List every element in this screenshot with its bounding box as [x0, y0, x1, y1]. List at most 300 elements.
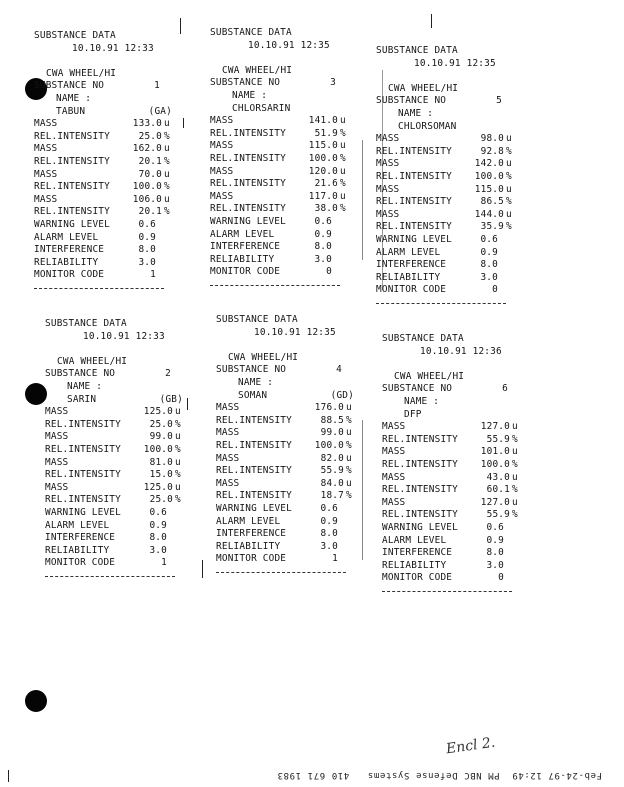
entry-label: MASS	[382, 421, 406, 433]
entry-unit: %	[506, 221, 512, 233]
parameter-row	[382, 535, 506, 548]
parameter-label: RELIABILITY	[382, 559, 447, 571]
fax-header-footer: Feb-24-97 12:49 PM NBC Defense Systems 410 671 1983	[277, 770, 602, 780]
entry-label: REL.INTENSITY	[45, 494, 121, 506]
parameter-value: 8.0	[480, 259, 498, 271]
entry-label: MASS	[210, 190, 234, 202]
rel-intensity-row	[210, 128, 350, 141]
rel-intensity-row	[216, 415, 356, 428]
entry-label: REL.INTENSITY	[216, 439, 292, 451]
parameter-row	[376, 272, 500, 285]
entry-value: 51.9	[314, 127, 338, 139]
parameter-row	[34, 244, 158, 257]
entry-label: REL.INTENSITY	[34, 130, 110, 142]
parameter-label: WARNING LEVEL	[382, 521, 458, 533]
entry-value: 55.9	[320, 465, 344, 477]
substance-number-value: 6	[502, 383, 508, 395]
parameter-row	[382, 522, 506, 535]
parameter-label: MONITOR CODE	[382, 572, 453, 584]
mass-row	[210, 191, 350, 204]
entry-label: MASS	[45, 406, 69, 418]
parameter-row	[216, 553, 340, 566]
substance-number-row	[216, 364, 344, 377]
parameter-label: RELIABILITY	[376, 271, 441, 283]
parameter-value: 0.6	[480, 233, 498, 245]
parameter-row	[34, 269, 158, 282]
substance-number-label: SUBSTANCE NO	[376, 95, 447, 107]
printout-title: SUBSTANCE DATA	[382, 333, 464, 344]
entry-unit: %	[506, 196, 512, 208]
parameter-row	[45, 507, 169, 520]
substance-class	[290, 103, 350, 116]
rel-intensity-row	[34, 206, 174, 219]
parameter-label: INTERFERENCE	[376, 259, 447, 271]
parameter-row	[34, 257, 158, 270]
substance-number-value: 4	[336, 364, 342, 376]
entry-unit: %	[512, 458, 518, 470]
tape-end-rule	[216, 572, 346, 573]
entry-value: 125.0	[143, 406, 173, 418]
entry-unit: u	[164, 118, 170, 130]
entry-unit: u	[506, 183, 512, 195]
parameter-row	[210, 266, 334, 279]
parameter-label: RELIABILITY	[210, 253, 275, 265]
parameter-row	[210, 229, 334, 242]
entry-value: 43.0	[486, 471, 510, 483]
substance-number-row	[45, 368, 173, 381]
entry-value: 120.0	[308, 165, 338, 177]
entry-value: 125.0	[143, 481, 173, 493]
entry-label: REL.INTENSITY	[210, 127, 286, 139]
entry-unit: u	[164, 143, 170, 155]
entry-value: 35.9	[480, 221, 504, 233]
entry-value: 92.8	[480, 145, 504, 157]
parameter-value: 0	[498, 572, 504, 584]
printout-timestamp: 10.10.91 12:35	[414, 57, 496, 69]
parameter-value: 0.6	[138, 218, 156, 230]
entry-label: MASS	[216, 477, 240, 489]
entry-value: 100.0	[480, 458, 510, 470]
entry-unit: u	[506, 158, 512, 170]
entry-value: 25.0	[149, 494, 173, 506]
parameter-value: 3.0	[320, 540, 338, 552]
entry-unit: %	[340, 178, 346, 190]
rel-intensity-row	[376, 171, 516, 184]
entry-value: 98.0	[480, 133, 504, 145]
substance-printout-sarin	[45, 318, 185, 577]
spacer	[45, 343, 185, 356]
entry-label: MASS	[34, 118, 58, 130]
parameter-label: MONITOR CODE	[45, 557, 116, 569]
entry-unit: %	[340, 127, 346, 139]
entry-unit: u	[346, 427, 352, 439]
substance-number-label: SUBSTANCE NO	[216, 364, 287, 376]
substance-class: (GB)	[159, 393, 183, 405]
parameter-value: 0.6	[314, 215, 332, 227]
substance-number-label: SUBSTANCE NO	[34, 80, 105, 92]
entry-unit: u	[506, 133, 512, 145]
entry-value: 86.5	[480, 196, 504, 208]
mode-label: CWA WHEEL/HI	[394, 370, 465, 382]
entry-label: REL.INTENSITY	[376, 170, 452, 182]
parameter-label: MONITOR CODE	[376, 284, 447, 296]
parameter-label: ALARM LEVEL	[216, 515, 281, 527]
tape-end-rule	[45, 576, 175, 577]
rel-intensity-row	[45, 469, 185, 482]
entry-label: MASS	[216, 402, 240, 414]
tape-edge-mark	[187, 398, 188, 410]
entry-unit: %	[175, 418, 181, 430]
parameter-row	[210, 216, 334, 229]
mode-label: CWA WHEEL/HI	[46, 67, 117, 79]
parameter-row	[376, 284, 500, 297]
rel-intensity-row	[45, 494, 185, 507]
entry-value: 115.0	[308, 140, 338, 152]
entry-value: 141.0	[308, 115, 338, 127]
parameter-row	[34, 232, 158, 245]
entry-unit: u	[346, 452, 352, 464]
entry-label: MASS	[376, 208, 400, 220]
printout-title: SUBSTANCE DATA	[45, 318, 127, 329]
substance-number-value: 1	[154, 80, 160, 92]
rel-intensity-row	[216, 465, 356, 478]
entry-label: MASS	[34, 143, 58, 155]
entry-label: REL.INTENSITY	[376, 145, 452, 157]
parameter-label: WARNING LEVEL	[45, 506, 121, 518]
entry-label: MASS	[45, 431, 69, 443]
parameter-row	[210, 241, 334, 254]
parameter-value: 0.6	[149, 506, 167, 518]
mass-row	[382, 446, 522, 459]
rel-intensity-row	[382, 509, 522, 522]
mass-row	[45, 457, 185, 470]
mass-row	[376, 133, 516, 146]
parameter-label: INTERFERENCE	[210, 241, 281, 253]
parameter-value: 3.0	[480, 271, 498, 283]
entry-unit: u	[175, 431, 181, 443]
parameter-value: 0.9	[138, 231, 156, 243]
entry-unit: u	[340, 140, 346, 152]
rel-intensity-row	[210, 153, 350, 166]
parameter-value: 0.9	[480, 246, 498, 258]
entry-value: 100.0	[308, 152, 338, 164]
substance-printout-soman	[216, 314, 356, 573]
parameter-value: 8.0	[486, 547, 504, 559]
entry-label: REL.INTENSITY	[382, 484, 458, 496]
parameter-value: 0.9	[149, 519, 167, 531]
rel-intensity-row	[45, 444, 185, 457]
entry-unit: %	[164, 130, 170, 142]
parameter-value: 8.0	[138, 244, 156, 256]
substance-name-row	[45, 394, 185, 407]
parameter-value: 1	[332, 553, 338, 565]
entry-unit: %	[164, 181, 170, 193]
mass-row	[376, 184, 516, 197]
name-label: NAME :	[404, 395, 440, 407]
parameter-value: 0.6	[320, 502, 338, 514]
entry-unit: u	[340, 115, 346, 127]
parameter-label: WARNING LEVEL	[376, 233, 452, 245]
entry-value: 18.7	[320, 490, 344, 502]
name-label: NAME :	[398, 107, 434, 119]
mass-row	[45, 406, 185, 419]
parameter-row	[216, 516, 340, 529]
parameter-value: 3.0	[486, 559, 504, 571]
entry-value: 162.0	[132, 143, 162, 155]
entry-label: MASS	[382, 446, 406, 458]
entry-label: REL.INTENSITY	[216, 465, 292, 477]
tape-end-rule	[210, 285, 340, 286]
entry-label: REL.INTENSITY	[210, 152, 286, 164]
entry-value: 81.0	[149, 456, 173, 468]
parameter-label: WARNING LEVEL	[34, 218, 110, 230]
substance-name: SOMAN	[238, 389, 268, 401]
entry-unit: u	[512, 471, 518, 483]
mass-row	[216, 453, 356, 466]
substance-number-row	[376, 95, 504, 108]
parameter-label: WARNING LEVEL	[210, 215, 286, 227]
entry-unit: u	[164, 168, 170, 180]
entry-unit: u	[512, 421, 518, 433]
parameter-label: INTERFERENCE	[216, 528, 287, 540]
tape-edge-mark	[183, 118, 184, 128]
rel-intensity-row	[382, 434, 522, 447]
parameter-label: MONITOR CODE	[34, 269, 105, 281]
substance-class	[422, 409, 522, 422]
mass-row	[216, 402, 356, 415]
mass-row	[34, 143, 174, 156]
entry-unit: u	[340, 190, 346, 202]
parameter-row	[34, 219, 158, 232]
entry-label: MASS	[210, 165, 234, 177]
entry-unit: %	[346, 465, 352, 477]
substance-name: DFP	[404, 408, 422, 420]
parameter-row	[216, 503, 340, 516]
rel-intensity-row	[376, 146, 516, 159]
mode-label: CWA WHEEL/HI	[222, 64, 293, 76]
tape-edge-mark	[202, 560, 203, 578]
parameter-value: 0	[326, 266, 332, 278]
printout-timestamp: 10.10.91 12:33	[72, 42, 154, 54]
entry-value: 106.0	[132, 193, 162, 205]
parameter-value: 3.0	[149, 544, 167, 556]
mode-label: CWA WHEEL/HI	[228, 351, 299, 363]
parameter-row	[45, 532, 169, 545]
entry-value: 99.0	[320, 427, 344, 439]
entry-label: MASS	[376, 133, 400, 145]
rel-intensity-row	[45, 419, 185, 432]
spacer	[376, 70, 516, 83]
punch-hole-bottom	[25, 690, 47, 712]
entry-label: MASS	[34, 168, 58, 180]
substance-name: TABUN	[56, 105, 86, 117]
parameter-row	[216, 541, 340, 554]
entry-unit: u	[175, 406, 181, 418]
rel-intensity-row	[34, 156, 174, 169]
entry-label: MASS	[34, 193, 58, 205]
parameter-value: 8.0	[320, 528, 338, 540]
substance-name: CHLORSOMAN	[398, 120, 457, 132]
parameter-row	[376, 259, 500, 272]
entry-unit: %	[175, 494, 181, 506]
parameter-label: MONITOR CODE	[216, 553, 287, 565]
substance-number-value: 5	[496, 95, 502, 107]
entry-unit: %	[346, 490, 352, 502]
rel-intensity-row	[34, 131, 174, 144]
mass-row	[210, 115, 350, 128]
substance-number-label: SUBSTANCE NO	[45, 368, 116, 380]
entry-unit: u	[175, 456, 181, 468]
printout-timestamp: 10.10.91 12:35	[254, 326, 336, 338]
parameter-value: 1	[161, 557, 167, 569]
entry-value: 117.0	[308, 190, 338, 202]
parameter-label: ALARM LEVEL	[382, 534, 447, 546]
entry-label: REL.INTENSITY	[216, 414, 292, 426]
entry-value: 144.0	[474, 208, 504, 220]
parameter-label: INTERFERENCE	[382, 547, 453, 559]
parameter-row	[376, 247, 500, 260]
substance-class: (GD)	[330, 389, 354, 401]
mass-row	[45, 431, 185, 444]
entry-label: MASS	[210, 115, 234, 127]
entry-label: MASS	[216, 427, 240, 439]
entry-unit: %	[346, 414, 352, 426]
substance-printout-dfp	[382, 333, 522, 592]
parameter-label: RELIABILITY	[216, 540, 281, 552]
parameter-label: WARNING LEVEL	[216, 502, 292, 514]
parameter-label: INTERFERENCE	[34, 244, 105, 256]
rel-intensity-row	[376, 196, 516, 209]
entry-unit: u	[164, 193, 170, 205]
mass-row	[376, 209, 516, 222]
entry-unit: u	[512, 496, 518, 508]
mass-row	[210, 140, 350, 153]
printout-timestamp: 10.10.91 12:35	[248, 39, 330, 51]
mass-row	[382, 472, 522, 485]
handwritten-enclosure-note: Encl 2.	[445, 734, 497, 758]
entry-value: 55.9	[486, 509, 510, 521]
entry-value: 115.0	[474, 183, 504, 195]
printout-title: SUBSTANCE DATA	[216, 314, 298, 325]
entry-unit: %	[175, 443, 181, 455]
name-label: NAME :	[56, 92, 92, 104]
entry-label: REL.INTENSITY	[376, 221, 452, 233]
parameter-value: 0.9	[320, 515, 338, 527]
mass-row	[382, 497, 522, 510]
entry-unit: u	[512, 446, 518, 458]
parameter-label: ALARM LEVEL	[210, 228, 275, 240]
entry-value: 100.0	[474, 170, 504, 182]
tape-end-rule	[376, 303, 506, 304]
entry-label: MASS	[382, 471, 406, 483]
parameter-value: 0.6	[486, 521, 504, 533]
spacer	[382, 358, 522, 371]
entry-label: REL.INTENSITY	[382, 509, 458, 521]
entry-label: REL.INTENSITY	[382, 458, 458, 470]
entry-label: REL.INTENSITY	[34, 155, 110, 167]
substance-name-row	[376, 121, 516, 134]
mass-row	[376, 158, 516, 171]
entry-value: 176.0	[314, 402, 344, 414]
entry-label: REL.INTENSITY	[210, 203, 286, 215]
substance-printout-chlorsoman	[376, 45, 516, 304]
entry-unit: %	[346, 439, 352, 451]
parameter-label: ALARM LEVEL	[34, 231, 99, 243]
mass-row	[45, 482, 185, 495]
entry-value: 101.0	[480, 446, 510, 458]
entry-label: MASS	[45, 481, 69, 493]
entry-value: 84.0	[320, 477, 344, 489]
rel-intensity-row	[382, 459, 522, 472]
printout-title: SUBSTANCE DATA	[376, 45, 458, 56]
substance-name: CHLORSARIN	[232, 102, 291, 114]
entry-value: 15.0	[149, 469, 173, 481]
entry-value: 60.1	[486, 484, 510, 496]
substance-printout-tabun	[34, 30, 174, 289]
tape-edge-mark	[8, 770, 9, 782]
printout-timestamp: 10.10.91 12:36	[420, 345, 502, 357]
entry-unit: u	[346, 402, 352, 414]
entry-unit: u	[175, 481, 181, 493]
parameter-value: 8.0	[149, 532, 167, 544]
entry-unit: %	[506, 170, 512, 182]
parameter-row	[382, 547, 506, 560]
entry-label: REL.INTENSITY	[34, 181, 110, 193]
parameter-value: 1	[150, 269, 156, 281]
substance-number-row	[382, 383, 510, 396]
entry-value: 20.1	[138, 155, 162, 167]
parameter-value: 8.0	[314, 241, 332, 253]
entry-label: MASS	[216, 452, 240, 464]
entry-unit: u	[340, 165, 346, 177]
entry-unit: %	[340, 152, 346, 164]
entry-unit: %	[164, 206, 170, 218]
substance-name-row	[34, 106, 174, 119]
entry-unit: %	[506, 145, 512, 157]
substance-number-row	[34, 80, 162, 93]
entry-unit: %	[164, 155, 170, 167]
entry-value: 100.0	[143, 443, 173, 455]
tape-edge-mark	[362, 420, 363, 560]
entry-value: 25.0	[149, 418, 173, 430]
substance-number-label: SUBSTANCE NO	[382, 383, 453, 395]
parameter-label: RELIABILITY	[45, 544, 110, 556]
parameter-label: INTERFERENCE	[45, 532, 116, 544]
entry-value: 127.0	[480, 496, 510, 508]
spacer	[216, 339, 356, 352]
parameter-label: RELIABILITY	[34, 256, 99, 268]
tape-end-rule	[382, 591, 512, 592]
entry-label: REL.INTENSITY	[34, 206, 110, 218]
rel-intensity-row	[216, 440, 356, 453]
name-label: NAME :	[232, 89, 268, 101]
parameter-label: MONITOR CODE	[210, 266, 281, 278]
parameter-value: 3.0	[314, 253, 332, 265]
parameter-row	[382, 572, 506, 585]
entry-value: 20.1	[138, 206, 162, 218]
entry-value: 70.0	[138, 168, 162, 180]
entry-label: REL.INTENSITY	[210, 178, 286, 190]
mass-row	[34, 194, 174, 207]
entry-unit: %	[512, 509, 518, 521]
entry-value: 127.0	[480, 421, 510, 433]
entry-label: MASS	[376, 183, 400, 195]
entry-unit: %	[175, 469, 181, 481]
entry-unit: %	[512, 484, 518, 496]
rel-intensity-row	[210, 203, 350, 216]
entry-label: MASS	[376, 158, 400, 170]
mass-row	[34, 169, 174, 182]
